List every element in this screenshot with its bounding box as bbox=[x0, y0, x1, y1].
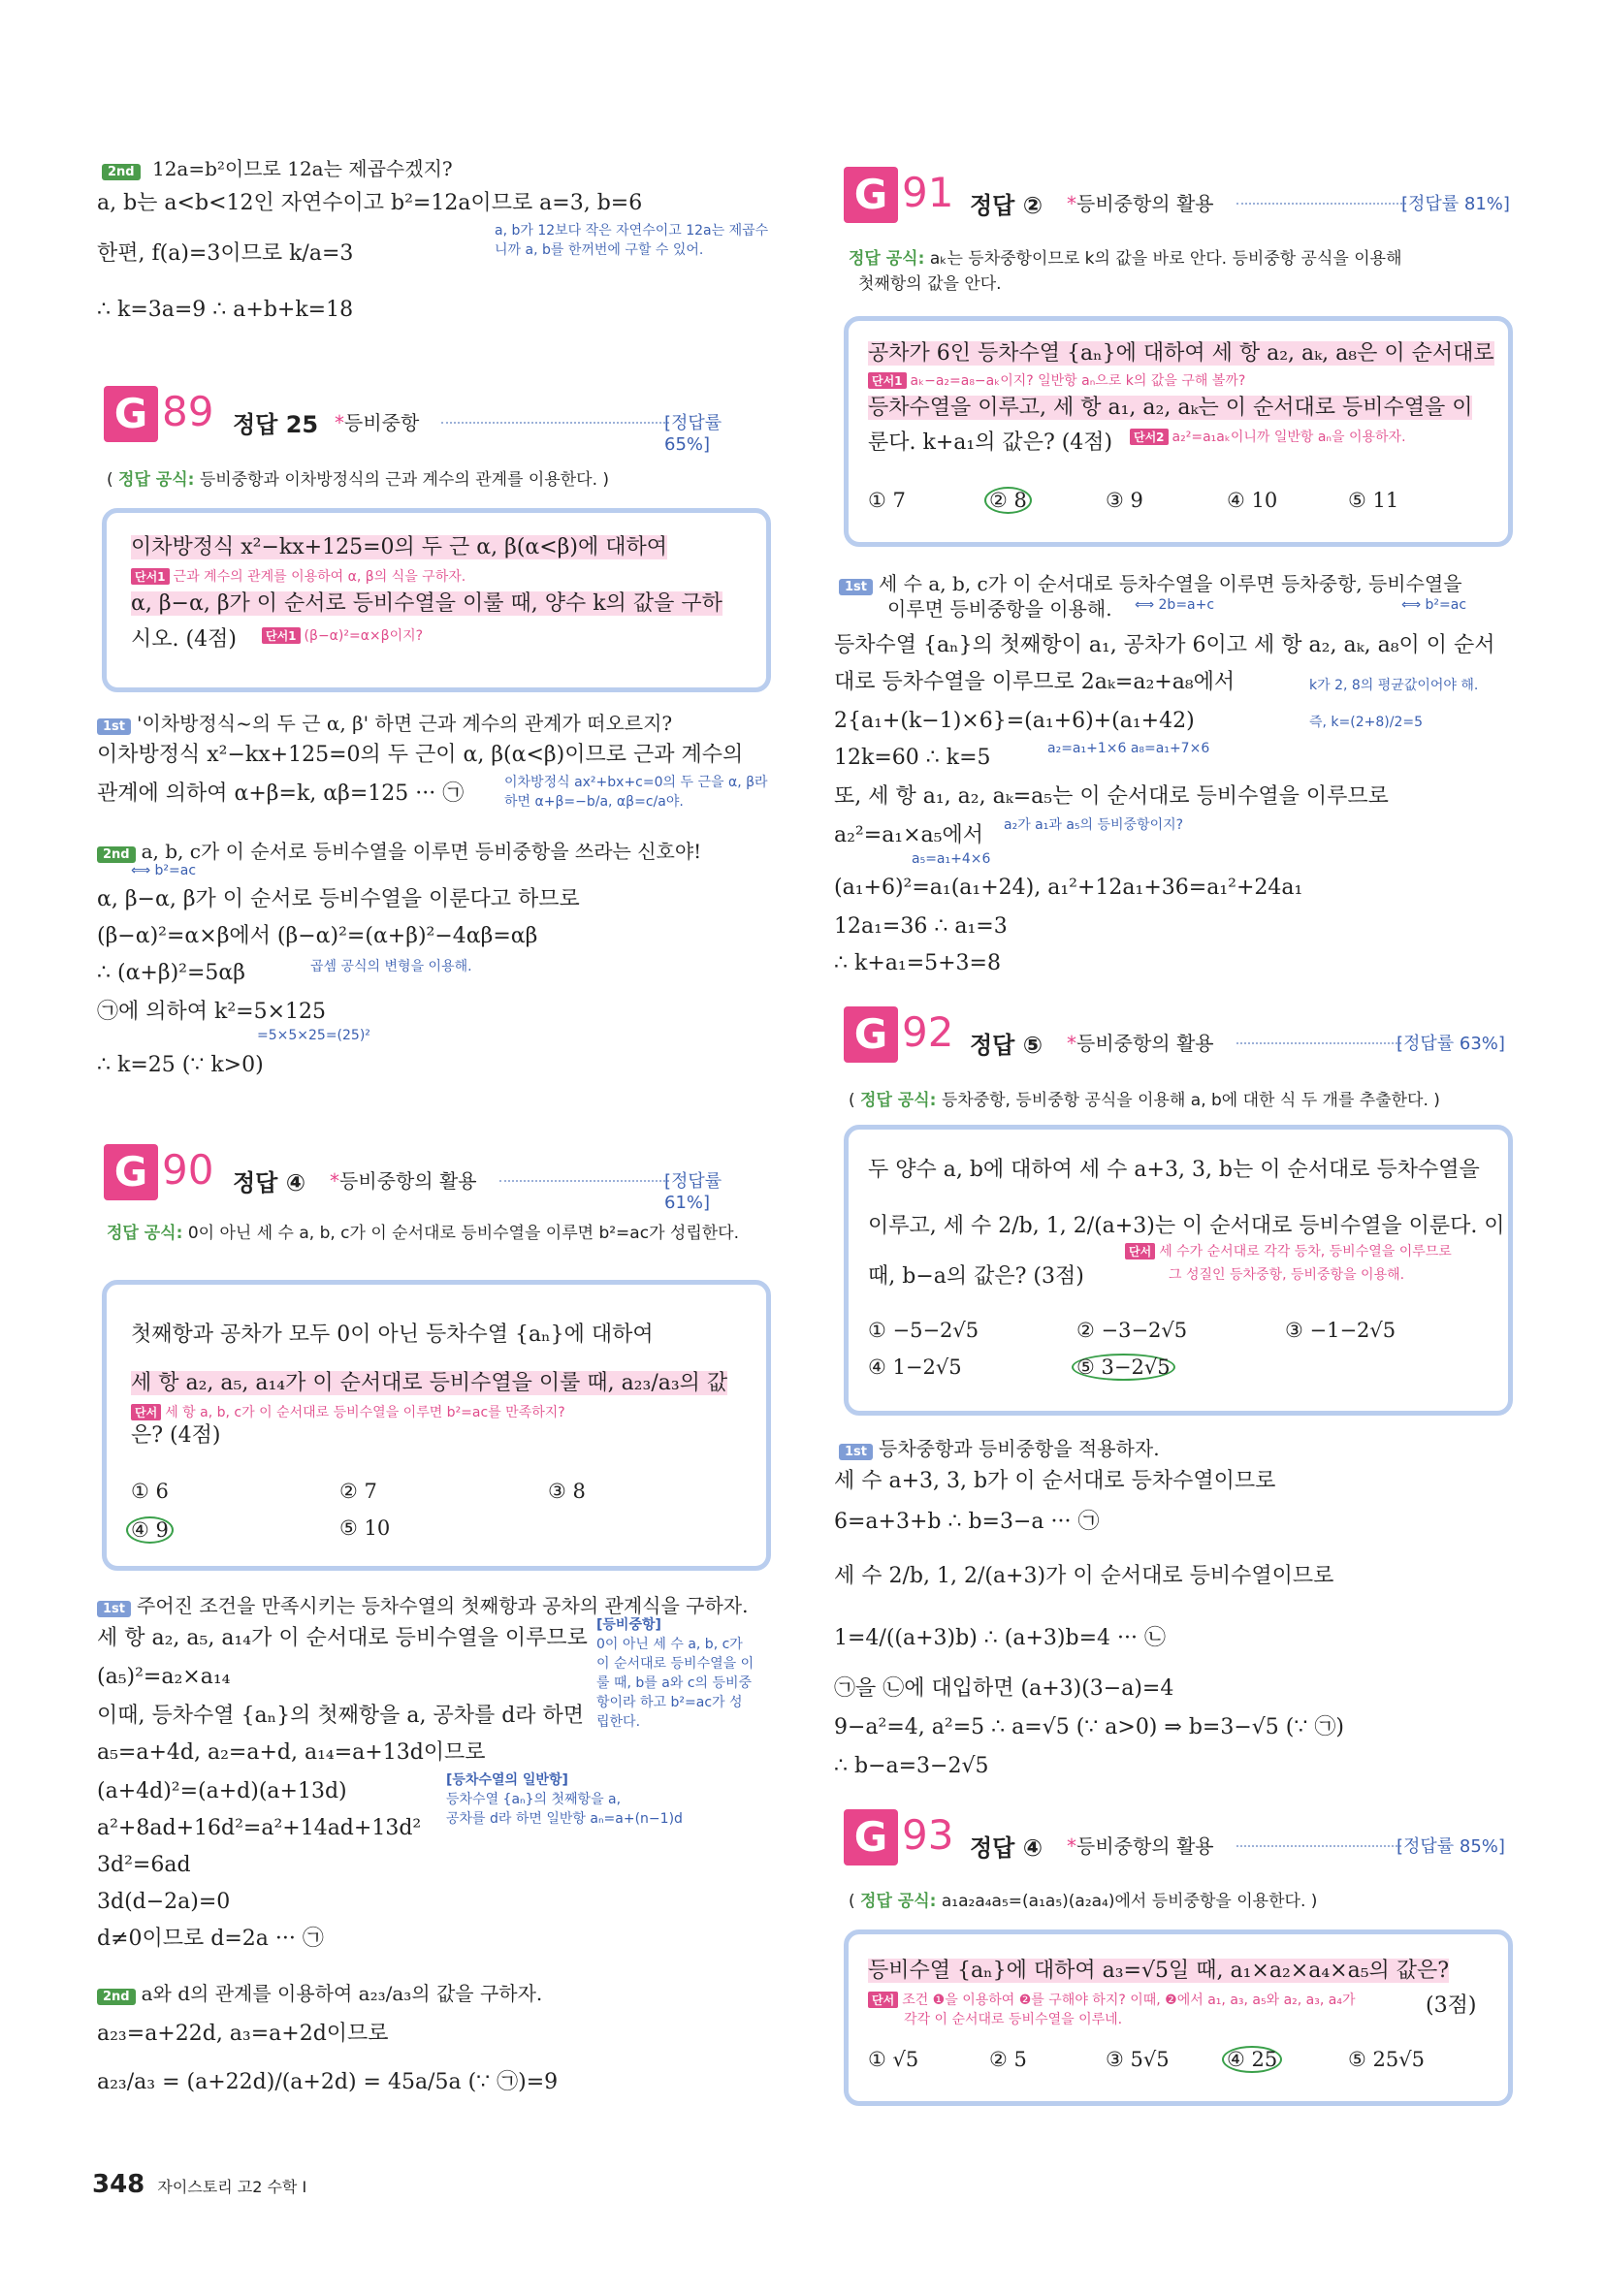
solution-line: 3d(d−2a)=0 bbox=[97, 1890, 231, 1914]
solution-line: ∴ k=25 (∵ k>0) bbox=[97, 1053, 264, 1077]
problem-text: 은? (4점) bbox=[131, 1423, 221, 1448]
key-formula: 첫째항의 값을 안다. bbox=[858, 274, 1002, 294]
problem-text: 두 양수 a, b에 대하여 세 수 a+3, 3, b는 이 순서대로 등차수열을 bbox=[868, 1158, 1480, 1182]
solution-line: 2{a₁+(k−1)×6}=(a₁+6)+(a₁+42) bbox=[834, 709, 1195, 733]
choice-2[interactable]: ② −3−2√5 bbox=[1076, 1319, 1188, 1342]
step-2nd-top bbox=[102, 153, 453, 181]
choice-1[interactable]: ① 6 bbox=[131, 1480, 169, 1503]
correct-rate: [정답률 61%] bbox=[664, 1171, 722, 1213]
choice-3[interactable]: ③ 8 bbox=[548, 1480, 586, 1503]
key-formula: ( 정답 공식: 등비중항과 이차방정식의 근과 계수의 관계를 이용한다. ) bbox=[107, 470, 610, 490]
choice-2-correct[interactable]: ② 8 bbox=[984, 487, 1032, 514]
solution-line: a, b는 a<b<12인 자연수이고 b²=12a이므로 a=3, b=6 bbox=[97, 191, 643, 215]
solution-line: α, β−α, β가 이 순서로 등비수열을 이룬다고 하므로 bbox=[97, 887, 580, 911]
dotted-divider bbox=[441, 422, 669, 424]
step-2nd: 2nd a와 d의 관계를 이용하여 a₂₃/a₃의 값을 구하자. bbox=[97, 1978, 542, 2006]
hint-row: 단서 세 수가 순서대로 각각 등차, 등비수열을 이루므로 bbox=[1125, 1241, 1452, 1260]
solution-line: 대로 등차수열을 이루므로 2aₖ=a₂+a₈에서 bbox=[834, 670, 1236, 694]
problem-text: 때, b−a의 값은? (3점) bbox=[868, 1264, 1084, 1289]
choice-1[interactable]: ① −5−2√5 bbox=[868, 1319, 979, 1342]
topic-label: *등비중항의 활용 bbox=[1067, 192, 1214, 215]
step-2nd: 2nd a, b, c가 이 순서로 등비수열을 이루면 등비중항을 쓰라는 신호야! bbox=[97, 836, 701, 864]
dotted-divider bbox=[1236, 1845, 1401, 1847]
choice-3[interactable]: ③ 5√5 bbox=[1106, 2048, 1170, 2071]
solution-line: a₂₃/a₃ = (a+22d)/(a+2d) = 45a/5a (∵ ㉠)=9 bbox=[97, 2070, 559, 2094]
side-note: ⟺ b²=ac bbox=[1401, 597, 1467, 613]
answer-label: 정답 ④ bbox=[233, 1169, 306, 1196]
choice-4-correct[interactable]: ④ 25 bbox=[1222, 2046, 1282, 2073]
problem-badge: G bbox=[104, 1144, 158, 1200]
problem-text: 등비수열 {aₙ}에 대하여 a₃=√5일 때, a₁×a₂×a₄×a₅의 값은? bbox=[868, 1959, 1450, 1983]
problem-text: 룬다. k+a₁의 값은? (4점) bbox=[868, 430, 1113, 455]
correct-rate: [정답률 81%] bbox=[1401, 194, 1510, 214]
topic-label: *등비중항의 활용 bbox=[1067, 1834, 1214, 1858]
step-1st: 1st 주어진 조건을 만족시키는 등차수열의 첫째항과 공차의 관계식을 구하자. bbox=[97, 1590, 748, 1618]
solution-line: (β−α)²=α×β에서 (β−α)²=(α+β)²−4αβ=αβ bbox=[97, 924, 538, 948]
step-tag: 2nd bbox=[102, 164, 141, 180]
solution-line: ∴ k=3a=9 ∴ a+b+k=18 bbox=[97, 298, 354, 322]
choice-2[interactable]: ② 7 bbox=[339, 1480, 377, 1503]
solution-line: 또, 세 항 a₁, a₂, aₖ=a₅는 이 순서대로 등비수열을 이루므로 bbox=[834, 784, 1389, 809]
side-note: a, b가 12보다 작은 자연수이고 12a는 제곱수니까 a, b를 한꺼번에 구할 수 있어. bbox=[495, 223, 769, 258]
problem-text: 이루고, 세 수 2/b, 1, 2/(a+3)는 이 순서대로 등비수열을 이룬다. 이 bbox=[868, 1214, 1505, 1238]
problem-badge: G bbox=[844, 1006, 898, 1063]
correct-rate: [정답률 85%] bbox=[1396, 1836, 1505, 1857]
choice-4-correct[interactable]: ④ 9 bbox=[126, 1516, 174, 1544]
solution-line: ∴ b−a=3−2√5 bbox=[834, 1754, 989, 1778]
step-1st: 1st 등차중항과 등비중항을 적용하자. bbox=[839, 1433, 1160, 1461]
topic-label: *등비중항의 활용 bbox=[1067, 1032, 1214, 1055]
side-note: 즉, k=(2+8)/2=5 bbox=[1309, 715, 1423, 730]
correct-rate: [정답률 63%] bbox=[1396, 1034, 1505, 1054]
solution-line: ∴ k+a₁=5+3=8 bbox=[834, 951, 1001, 975]
choice-1[interactable]: ① √5 bbox=[868, 2048, 919, 2071]
hint-row: 단서1 aₖ−a₂=a₈−aₖ이지? 일반항 aₙ으로 k의 값을 구해 볼까? bbox=[868, 370, 1245, 390]
side-note: k가 2, 8의 평균값이어야 해. bbox=[1309, 678, 1479, 693]
problem-text: 첫째항과 공차가 모두 0이 아닌 등차수열 {aₙ}에 대하여 bbox=[131, 1323, 654, 1347]
problem-number: 89 bbox=[162, 388, 214, 435]
problem-number: 93 bbox=[902, 1811, 954, 1859]
key-formula: ( 정답 공식: a₁a₂a₄a₅=(a₁a₅)(a₂a₄)에서 등비중항을 이용한다. ) bbox=[849, 1892, 1318, 1911]
book-title: 자이스토리 고2 수학 I bbox=[157, 2178, 307, 2196]
solution-line: 12a₁=36 ∴ a₁=3 bbox=[834, 914, 1008, 939]
solution-line: 3d²=6ad bbox=[97, 1853, 191, 1877]
solution-line: ㉠을 ㉡에 대입하면 (a+3)(3−a)=4 bbox=[834, 1676, 1174, 1701]
solution-line: 세 항 a₂, a₅, a₁₄가 이 순서대로 등비수열을 이루므로 bbox=[97, 1626, 588, 1650]
solution-line: a₅=a+4d, a₂=a+d, a₁₄=a+13d이므로 bbox=[97, 1740, 486, 1765]
solution-line: 9−a²=4, a²=5 ∴ a=√5 (∵ a>0) ⇒ b=3−√5 (∵ ㉠) bbox=[834, 1715, 1344, 1739]
solution-line: a₂₃=a+22d, a₃=a+2d이므로 bbox=[97, 2022, 389, 2046]
step-1st: 1st 세 수 a, b, c가 이 순서대로 등차수열을 이루면 등차중항, 등비수열을 bbox=[839, 568, 1462, 596]
problem-number: 90 bbox=[162, 1146, 214, 1194]
problem-text: α, β−α, β가 이 순서로 등비수열을 이룰 때, 양수 k의 값을 구하 bbox=[131, 591, 722, 616]
solution-line: 이때, 등차수열 {aₙ}의 첫째항을 a, 공차를 d라 하면 bbox=[97, 1704, 585, 1728]
choice-5[interactable]: ⑤ 25√5 bbox=[1348, 2048, 1425, 2071]
dotted-divider bbox=[1236, 203, 1406, 205]
problem-text: 이차방정식 x²−kx+125=0의 두 근 α, β(α<β)에 대하여 bbox=[131, 535, 667, 559]
answer-label: 정답 ② bbox=[970, 192, 1043, 219]
hint-row: 단서1 (β−α)²=α×β이지? bbox=[262, 625, 423, 645]
solution-line: 세 수 a+3, 3, b가 이 순서대로 등차수열이므로 bbox=[834, 1469, 1276, 1493]
problem-number: 91 bbox=[902, 169, 954, 216]
side-note: a₅=a₁+4×6 bbox=[912, 851, 991, 867]
step-text: 12a=b²이므로 12a는 제곱수겠지? bbox=[151, 157, 453, 180]
answer-label: 정답 25 bbox=[233, 411, 319, 438]
solution-line: 한편, f(a)=3이므로 k/a=3 bbox=[97, 241, 354, 266]
hint-row: 단서 세 항 a, b, c가 이 순서대로 등비수열을 이루면 b²=ac를 만족하지? bbox=[131, 1402, 565, 1421]
step-1st: 1st '이차방정식~의 두 근 α, β' 하면 근과 계수의 관계가 떠오르지? bbox=[97, 708, 672, 736]
solution-line: (a+4d)²=(a+d)(a+13d) bbox=[97, 1779, 347, 1803]
problem-number: 92 bbox=[902, 1008, 954, 1056]
page-number: 348 bbox=[92, 2170, 145, 2199]
step-text: 이루면 등비중항을 이용해. bbox=[887, 597, 1112, 621]
hint-text: 그 성질인 등차중항, 등비중항을 이용해. bbox=[1169, 1267, 1405, 1283]
solution-line: 이차방정식 x²−kx+125=0의 두 근이 α, β(α<β)이므로 근과 계수의 bbox=[97, 743, 744, 767]
answer-label: 정답 ⑤ bbox=[970, 1032, 1043, 1059]
solution-line: a₂²=a₁×a₅에서 bbox=[834, 823, 983, 847]
choice-5[interactable]: ⑤ 10 bbox=[339, 1516, 391, 1540]
key-formula: 정답 공식: 0이 아닌 세 수 a, b, c가 이 순서대로 등비수열을 이루면 b²=ac가 성립한다. bbox=[107, 1224, 739, 1243]
solution-line: 세 수 2/b, 1, 2/(a+3)가 이 순서대로 등비수열이므로 bbox=[834, 1564, 1334, 1588]
side-note: ⟺ b²=ac bbox=[131, 863, 197, 878]
choice-3[interactable]: ③ 9 bbox=[1106, 489, 1143, 512]
problem-badge: G bbox=[844, 167, 898, 223]
page-footer bbox=[92, 2170, 306, 2199]
side-note: =5×5×25=(25)² bbox=[257, 1028, 370, 1043]
side-note: 이차방정식 ax²+bx+c=0의 두 근을 α, β라 하면 α+β=−b/a, αβ=c/a야. bbox=[504, 775, 768, 810]
solution-line: ∴ (α+β)²=5αβ bbox=[97, 961, 245, 985]
solution-line: 6=a+3+b ∴ b=3−a ··· ㉠ bbox=[834, 1510, 1100, 1534]
hint-text: 각각 이 순서대로 등비수열을 이루네. bbox=[904, 2012, 1123, 2027]
solution-line: ㉠에 의하여 k²=5×125 bbox=[97, 1000, 327, 1024]
topic-label: *등비중항의 활용 bbox=[330, 1169, 477, 1193]
solution-line: a²+8ad+16d²=a²+14ad+13d² bbox=[97, 1816, 422, 1840]
side-note: a₂가 a₁과 a₅의 등비중항이지? bbox=[1004, 817, 1184, 833]
solution-line: 관계에 의하여 α+β=k, αβ=125 ··· ㉠ bbox=[97, 781, 465, 806]
side-note-box: [등비중항] 0이 아닌 세 수 a, b, c가 이 순서대로 등비수열을 이 룰 때, b를 a와 c의 등비중 항이라 하고 b²=ac가 성 립한다. bbox=[596, 1617, 754, 1730]
problem-text: 세 항 a₂, a₅, a₁₄가 이 순서대로 등비수열을 이룰 때, a₂₃/a₃의 값 bbox=[131, 1371, 728, 1395]
choice-2[interactable]: ② 5 bbox=[989, 2048, 1027, 2071]
correct-rate: [정답률 65%] bbox=[664, 413, 722, 455]
choice-5[interactable]: ⑤ 11 bbox=[1348, 489, 1399, 512]
dotted-divider bbox=[1236, 1042, 1401, 1044]
choice-1[interactable]: ① 7 bbox=[868, 489, 906, 512]
key-formula: ( 정답 공식: 등차중항, 등비중항 공식을 이용해 a, b에 대한 식 두 개를 추출한다. ) bbox=[849, 1091, 1440, 1110]
problem-badge: G bbox=[844, 1809, 898, 1866]
solution-line: 등차수열 {aₙ}의 첫째항이 a₁, 공차가 6이고 세 항 a₂, aₖ, a₈이 이 순서 bbox=[834, 633, 1495, 657]
choice-4[interactable]: ④ 10 bbox=[1227, 489, 1278, 512]
problem-text: 시오. (4점) bbox=[131, 627, 237, 652]
solution-line: d≠0이므로 d=2a ··· ㉠ bbox=[97, 1927, 324, 1951]
hint-row: 단서 조건 ❶을 이용하여 ❷를 구해야 하지? 이때, ❷에서 a₁, a₃, a₅와 a₂, a₃, a₄가 bbox=[868, 1990, 1355, 2009]
key-formula: 정답 공식: aₖ는 등차중항이므로 k의 값을 바로 안다. 등비중항 공식을 이용해 bbox=[849, 249, 1402, 269]
solution-line: 1=4/((a+3)b) ∴ (a+3)b=4 ··· ㉡ bbox=[834, 1626, 1166, 1650]
problem-text: 등차수열을 이루고, 세 항 a₁, a₂, aₖ는 이 순서대로 등비수열을 이 bbox=[868, 396, 1473, 420]
solution-line: (a₁+6)²=a₁(a₁+24), a₁²+12a₁+36=a₁²+24a₁ bbox=[834, 876, 1303, 900]
hint-row: 단서1 근과 계수의 관계를 이용하여 α, β의 식을 구하자. bbox=[131, 566, 465, 586]
side-note: 곱셈 공식의 변형을 이용해. bbox=[310, 959, 472, 974]
choice-4[interactable]: ④ 1−2√5 bbox=[868, 1355, 962, 1379]
solution-line: (a₅)²=a₂×a₁₄ bbox=[97, 1665, 231, 1689]
hint-row: 단서2 a₂²=a₁aₖ이니까 일반항 aₙ을 이용하자. bbox=[1130, 427, 1406, 446]
dotted-divider bbox=[499, 1180, 669, 1182]
problem-badge: G bbox=[104, 386, 158, 442]
problem-text: 공차가 6인 등차수열 {aₙ}에 대하여 세 항 a₂, aₖ, a₈은 이 순서대로 bbox=[868, 341, 1494, 366]
side-note: ⟺ 2b=a+c bbox=[1135, 597, 1215, 613]
topic-label: *등비중항 bbox=[335, 411, 420, 434]
choice-5-correct[interactable]: ⑤ 3−2√5 bbox=[1072, 1354, 1175, 1381]
solution-line: 12k=60 ∴ k=5 bbox=[834, 746, 991, 770]
side-note: a₂=a₁+1×6 a₈=a₁+7×6 bbox=[1047, 741, 1210, 756]
problem-points: (3점) bbox=[1426, 1993, 1477, 2018]
answer-label: 정답 ④ bbox=[970, 1834, 1043, 1862]
side-note-box: [등차수열의 일반항] 등차수열 {aₙ}의 첫째항을 a, 공차를 d라 하면 일반항 aₙ=a+(n−1)d bbox=[446, 1772, 683, 1827]
choice-3[interactable]: ③ −1−2√5 bbox=[1285, 1319, 1396, 1342]
